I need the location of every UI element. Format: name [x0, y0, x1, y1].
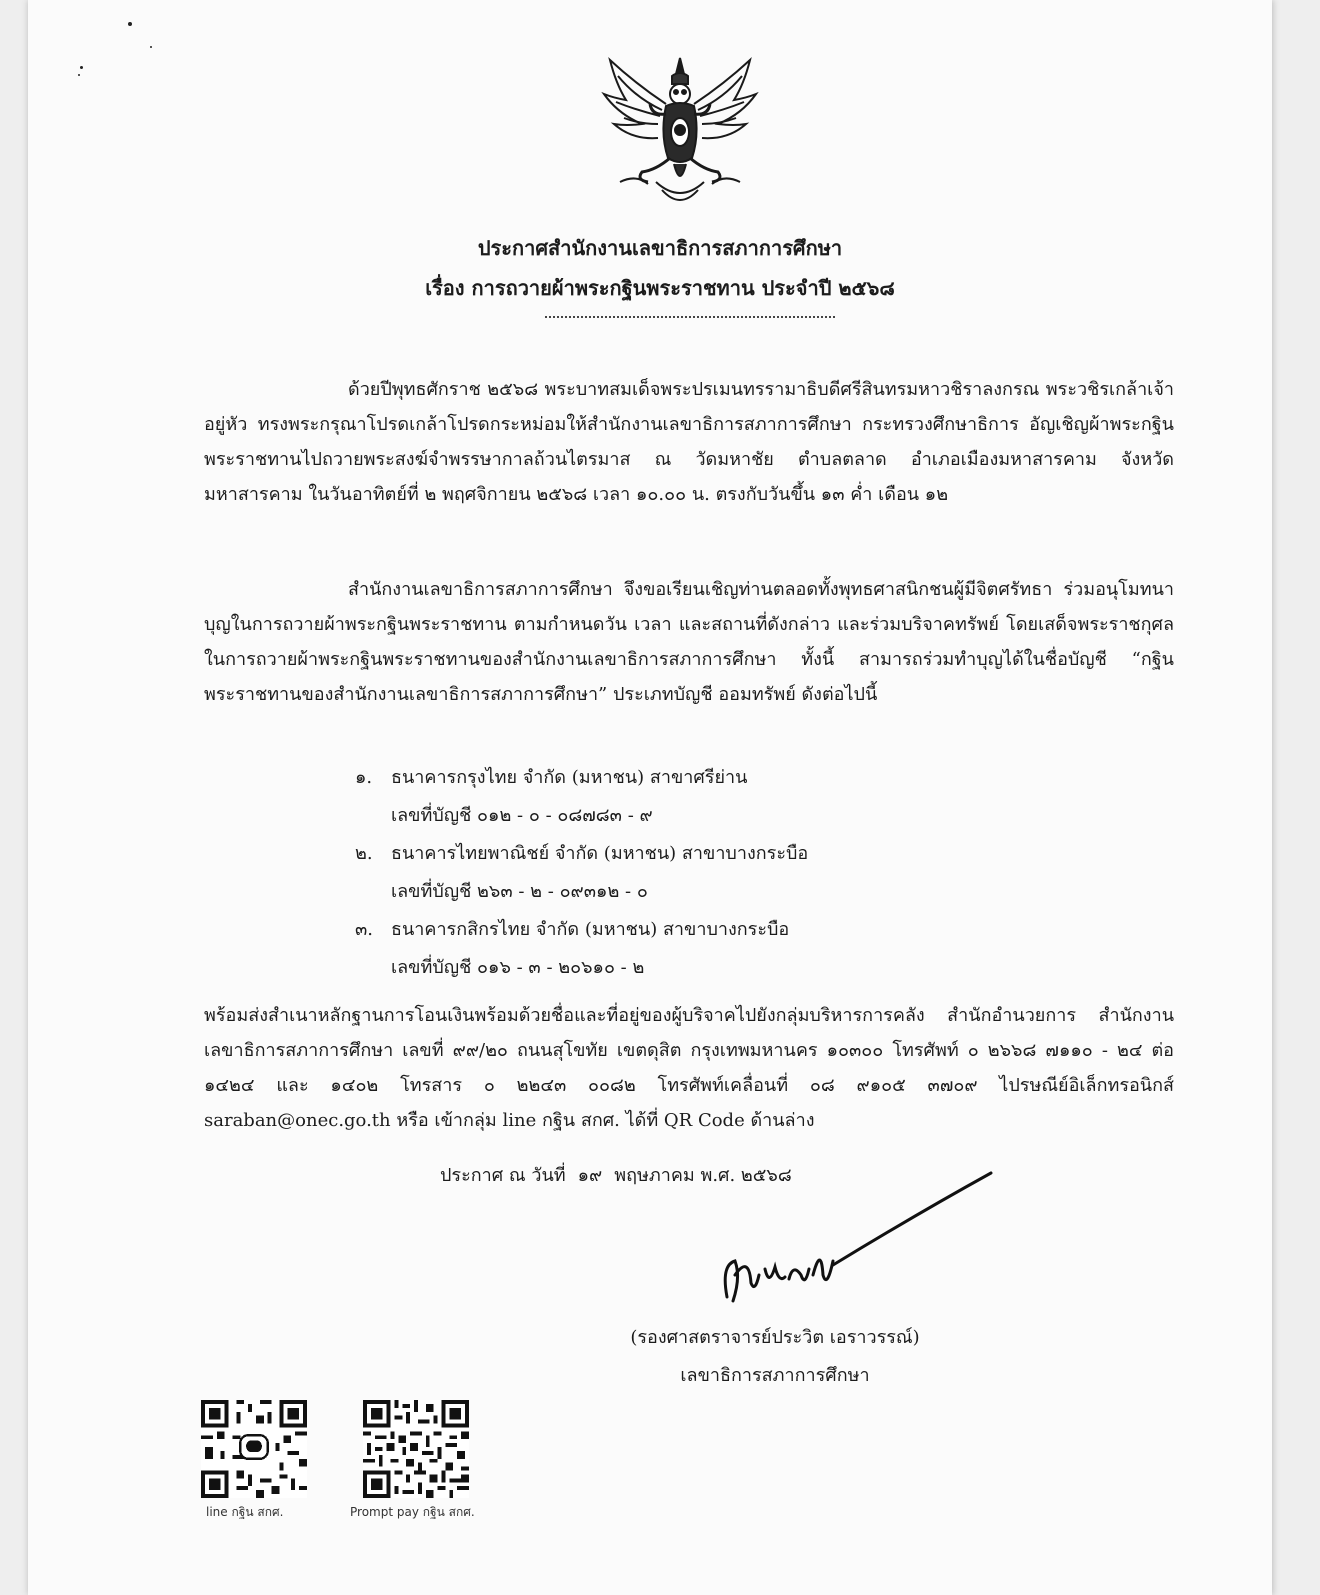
signature-icon: [715, 1165, 1015, 1315]
scan-speck: [78, 74, 80, 76]
announcement-title: ประกาศสำนักงานเลขาธิการสภาการศึกษา: [477, 236, 843, 260]
signer-name: (รองศาสตราจารย์ประวิต เอราวรรณ์): [630, 1327, 920, 1348]
qr-code-icon[interactable]: [200, 1400, 308, 1498]
date-day: ๑๙: [577, 1165, 603, 1186]
qr-code-icon[interactable]: [362, 1400, 470, 1498]
bank-account-1: เลขที่บัญชี ๐๑๒ - ๐ - ๐๘๗๘๓ - ๙: [391, 805, 653, 826]
bank-account-2: เลขที่บัญชี ๒๖๓ - ๒ - ๐๙๓๑๒ - ๐: [391, 881, 648, 902]
bank-name: ธนาคารกรุงไทย จำกัด (มหาชน) สาขาศรีย่าน: [391, 767, 748, 788]
scan-speck: [128, 22, 132, 26]
bank-number: ๑.: [355, 767, 373, 788]
signer-position: เลขาธิการสภาการศึกษา: [680, 1365, 870, 1386]
date-prefix: ประกาศ ณ วันที่: [440, 1165, 566, 1186]
scan-speck: [80, 66, 83, 69]
bank-name: ธนาคารไทยพาณิชย์ จำกัด (มหาชน) สาขาบางกระบือ: [391, 843, 809, 864]
scan-speck: [150, 46, 152, 48]
date-month-year: พฤษภาคม พ.ศ. ๒๕๖๘: [614, 1165, 792, 1186]
announcement-subject: เรื่อง การถวายผ้าพระกฐินพระราชทาน ประจำปี ๒๕๖๘: [425, 276, 895, 300]
bank-number: ๓.: [355, 919, 374, 940]
bank-item-3: [355, 912, 789, 947]
bank-number: ๒.: [355, 843, 373, 864]
bank-item-1: [355, 760, 747, 795]
bank-name: ธนาคารกสิกรไทย จำกัด (มหาชน) สาขาบางกระบือ: [391, 919, 790, 940]
paragraph-invitation: สำนักงานเลขาธิการสภาการศึกษา จึงขอเรียนเชิญท่านตลอดทั้งพุทธศาสนิกชนผู้มีจิตศรัทธา ร่วมอนุโมทนาบุญในการถวายผ้าพระกฐินพระราชทาน ตามกำหนดวัน เวลา และสถานที่ดังกล่าว และร่วมบริจาคทรัพย์ โดยเสด็จพระราชกุศลในการถวายผ้าพระกฐินพระราชทานของสำนักงานเลขาธิการสภาการศึกษา ทั้งนี้ สามารถร่วมทำบุญได้ในชื่อบัญชี “กฐินพระราชทานของสำนักงานเลขาธิการสภาการศึกษา” ประเภทบัญชี ออมทรัพย์ ดังต่อไปนี้: [204, 579, 1174, 705]
paragraph-intro: ด้วยปีพุทธศักราช ๒๕๖๘ พระบาทสมเด็จพระปรเมนทรรามาธิบดีศรีสินทรมหาวชิราลงกรณ พระวชิรเกล้าเจ้าอยู่หัว ทรงพระกรุณาโปรดเกล้าโปรดกระหม่อมให้สำนักงานเลขาธิการสภาการศึกษา กระทรวงศึกษาธิการ อัญเชิญผ้าพระกฐินพระราชทานไปถวายพระสงฆ์จำพรรษากาลถ้วนไตรมาส ณ วัดมหาชัย ตำบลตลาด อำเภอเมืองมหาสารคาม จังหวัดมหาสารคาม ในวันอาทิตย์ที่ ๒ พฤศจิกายน ๒๕๖๘ เวลา ๑๐.๐๐ น. ตรงกับวันขึ้น ๑๓ ค่ำ เดือน ๑๒: [204, 379, 1174, 505]
qr-caption-promptpay: Prompt pay กฐิน สกศ.: [350, 1505, 475, 1519]
qr-caption-line: line กฐิน สกศ.: [206, 1505, 284, 1519]
paragraph-contact: พร้อมส่งสำเนาหลักฐานการโอนเงินพร้อมด้วยชื่อและที่อยู่ของผู้บริจาคไปยังกลุ่มบริหารการคลัง สำนักอำนวยการ สำนักงานเลขาธิการสภาการศึกษา เลขที่ ๙๙/๒๐ ถนนสุโขทัย เขตดุสิต กรุงเทพมหานคร ๑๐๓๐๐ โทรศัพท์ ๐ ๒๖๖๘ ๗๑๑๐ - ๒๔ ต่อ ๑๔๒๔ และ ๑๔๐๒ โทรสาร ๐ ๒๒๔๓ ๐๐๘๒ โทรศัพท์เคลื่อนที่ ๐๘ ๙๑๐๕ ๓๗๐๙ ไปรษณีย์อิเล็กทรอนิกส์ saraban@onec.go.th หรือ เข้ากลุ่ม line กฐิน สกศ. ได้ที่ QR Code ด้านล่าง: [204, 1005, 1174, 1131]
title-divider: [545, 316, 835, 318]
garuda-emblem-icon: [596, 54, 764, 214]
bank-account-3: เลขที่บัญชี ๐๑๖ - ๓ - ๒๐๖๑๐ - ๒: [391, 957, 645, 978]
bank-item-2: [355, 836, 808, 871]
